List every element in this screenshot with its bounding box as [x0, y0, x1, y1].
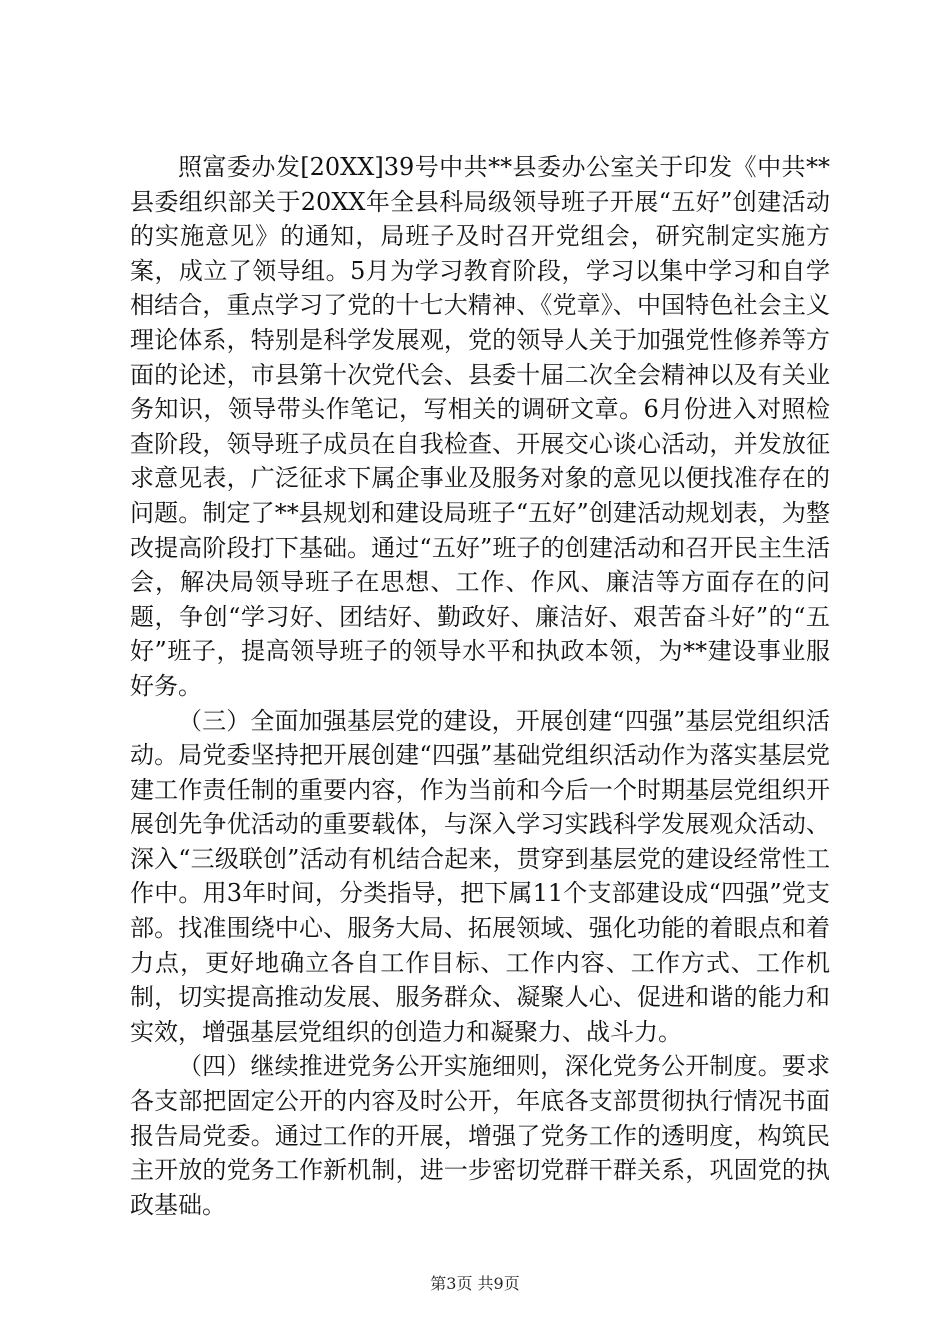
paragraph-1: 照富委办发[20XX]39号中共**县委办公室关于印发《中共**县委组织部关于20XX年全县科局级领导班子开展“五好”创建活动的实施意见》的通知，局班子及时召开党组会，研究制定实施方案，成立了领导组。5月为学习教育阶段，学习以集中学习和自学相结合，重点学习了党的十七大精神、《党章》、中国特色社会主义理论体系，特别是科学发展观，党的领导人关于加强党性修养等方面的论述，市县第十次党代会、县委十届二次全会精神以及有关业务知识，领导带头作笔记，写相关的调研文章。6月份进入对照检查阶段，领导班子成员在自我检查、开展交心谈心活动，并发放征求意见表，广泛征求下属企事业及服务对象的意见以便找准存在的问题。制定了**县规划和建设局班子“五好”创建活动规划表，为整改提高阶段打下基础。通过“五好”班子的创建活动和召开民主生活会，解决局领导班子在思想、工作、作风、廉洁等方面存在的问题，争创“学习好、团结好、勤政好、廉洁好、艰苦奋斗好”的“五好”班子，提高领导班子的领导水平和执政本领，为**建设事业服好务。: [130, 153, 830, 700]
document-body: [130, 150, 830, 1222]
paragraph-3: （四）继续推进党务公开实施细则，深化党务公开制度。要求各支部把固定公开的内容及时公开，年底各支部贯彻执行情况书面报告局党委。通过工作的开展，增强了党务工作的透明度，构筑民主开放的党务工作新机制，进一步密切党群干群关系，巩固党的执政基础。: [130, 1052, 830, 1219]
page-footer: 第3页 共9页: [430, 1274, 520, 1293]
paragraph-2: （三）全面加强基层党的建设，开展创建“四强”基层党组织活动。局党委坚持把开展创建“四强”基础党组织活动作为落实基层党建工作责任制的重要内容，作为当前和今后一个时期基层党组织开展创先争优活动的重要载体，与深入学习实践科学发展观众活动、深入“三级联创”活动有机结合起来，贯穿到基层党的建设经常性工作中。用3年时间，分类指导，把下属11个支部建设成“四强”党支部。找准围绕中心、服务大局、拓展领域、强化功能的着眼点和着力点，更好地确立各自工作目标、工作内容、工作方式、工作机制，切实提高推动发展、服务群众、凝聚人心、促进和谐的能力和实效，增强基层党组织的创造力和凝聚力、战斗力。: [130, 706, 830, 1046]
